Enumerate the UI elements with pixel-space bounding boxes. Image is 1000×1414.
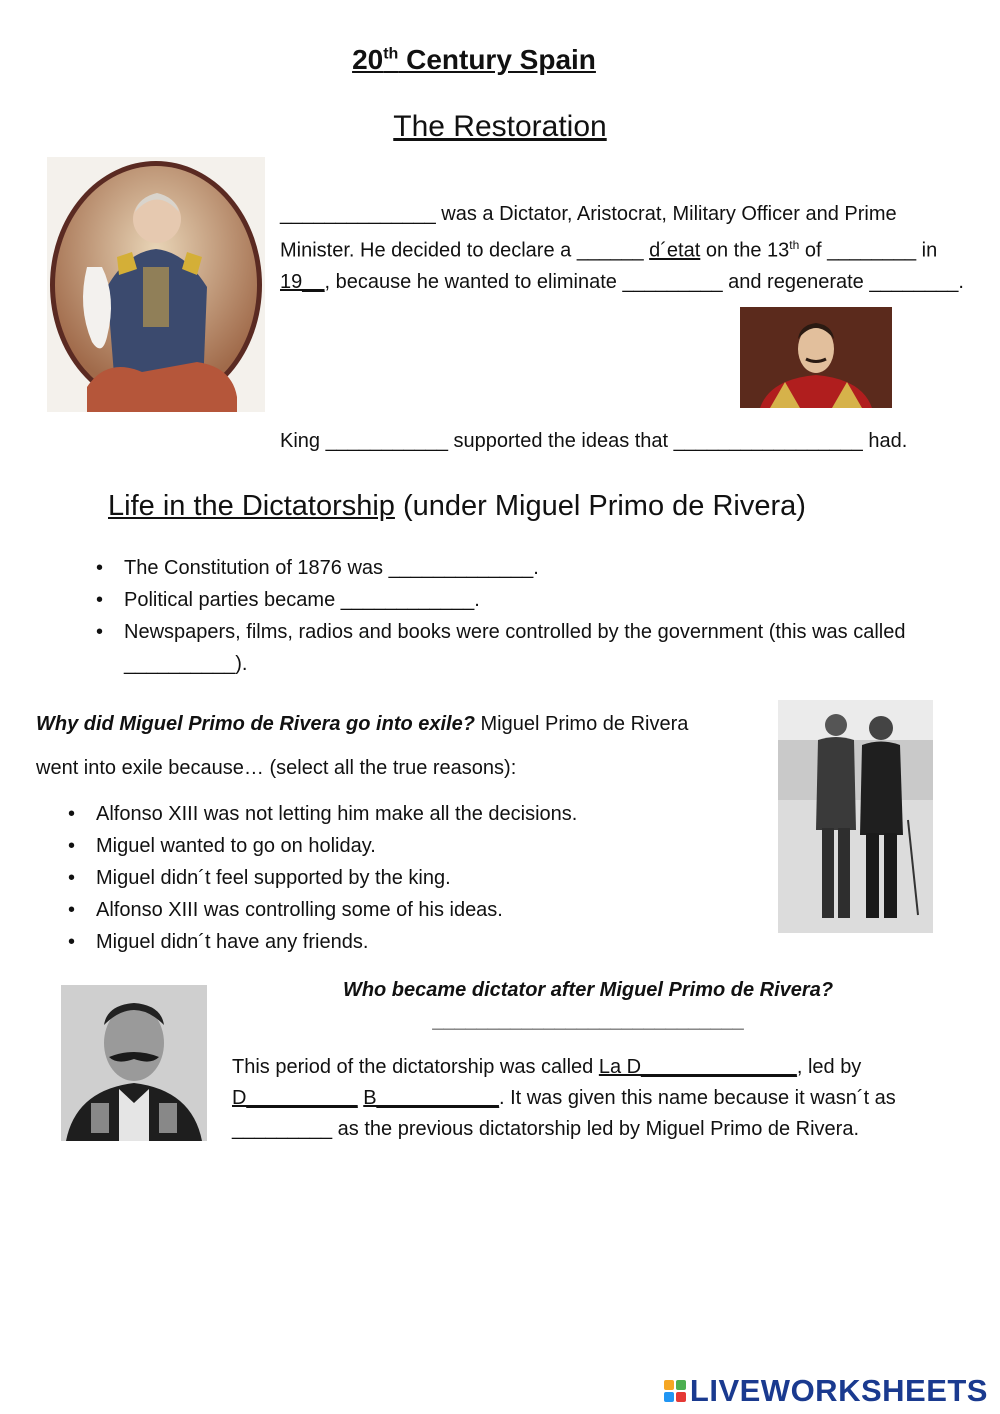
blank-la-d[interactable]: La D______________ [598, 1056, 797, 1078]
option-item[interactable]: • Miguel wanted to go on holiday. [68, 830, 748, 862]
successor-answer-line[interactable]: ____________________________ [432, 1010, 744, 1032]
blank-ideas-of[interactable]: _________________ [673, 430, 863, 452]
blank-dictator-name[interactable]: ______________ [280, 203, 436, 225]
blank-d[interactable]: D__________ [232, 1087, 358, 1109]
portrait-king-alfonso [740, 307, 892, 408]
photo-king-and-dictator [778, 700, 933, 933]
exile-options [68, 798, 748, 958]
page-title: 20th Century Spain [352, 44, 596, 75]
restoration-paragraph-2: King ___________ supported the ideas that _________________ had. [280, 430, 908, 452]
blank-year[interactable]: 19__ [280, 270, 325, 293]
blank-as[interactable]: _________ [232, 1118, 333, 1140]
section-title-restoration: The Restoration [393, 110, 607, 143]
exile-question: Why did Miguel Primo de Rivera go into exile? Miguel Primo de Rivera [36, 713, 689, 735]
section-title-dictatorship: Life in the Dictatorship (under Miguel Primo de Rivera) [108, 490, 806, 522]
list-item[interactable]: • Newspapers, films, radios and books were controlled by the government (this was called __________). [96, 616, 916, 680]
option-item[interactable]: • Miguel didn´t feel supported by the king. [68, 862, 748, 894]
portrait-primo-de-rivera [47, 157, 265, 412]
portrait-berenguer [61, 985, 207, 1141]
blank-month[interactable]: ________ [827, 239, 917, 262]
list-item[interactable]: • The Constitution of 1876 was _____________. [96, 552, 916, 584]
option-item[interactable]: • Miguel didn´t have any friends. [68, 926, 748, 958]
blank-eliminate[interactable]: _________ [622, 270, 723, 293]
dictatorship-list [96, 552, 916, 680]
list-item[interactable]: • Political parties became ____________. [96, 584, 916, 616]
liveworksheets-logo: LIVEWORKSHEETS [664, 1373, 988, 1409]
blank-coup[interactable]: ______ [576, 239, 644, 262]
blank-king[interactable]: ___________ [325, 430, 448, 452]
restoration-paragraph-1: ______________ was a Dictator, Aristocrat, Military Officer and Prime Minister. He decided to declare a ______ d´etat on the 13th of ________ in 19__, because he wanted to eliminate _________ and regenerate ________. [280, 203, 964, 293]
exile-intro: went into exile because… (select all the true reasons): [36, 757, 517, 779]
option-item[interactable]: • Alfonso XIII was not letting him make all the decisions. [68, 798, 748, 830]
option-item[interactable]: • Alfonso XIII was controlling some of his ideas. [68, 894, 748, 926]
blank-b[interactable]: B___________ [363, 1087, 499, 1109]
liveworksheets-icon [664, 1380, 686, 1402]
successor-paragraph: This period of the dictatorship was called La D______________, led by D__________ B___________. It was given this name because it wasn´t as _________ as the previous dictatorship led by Miguel Primo de Rivera. [232, 1056, 896, 1140]
blank-regenerate[interactable]: ________ [869, 270, 959, 293]
successor-question: Who became dictator after Miguel Primo de Rivera? [342, 979, 834, 1001]
